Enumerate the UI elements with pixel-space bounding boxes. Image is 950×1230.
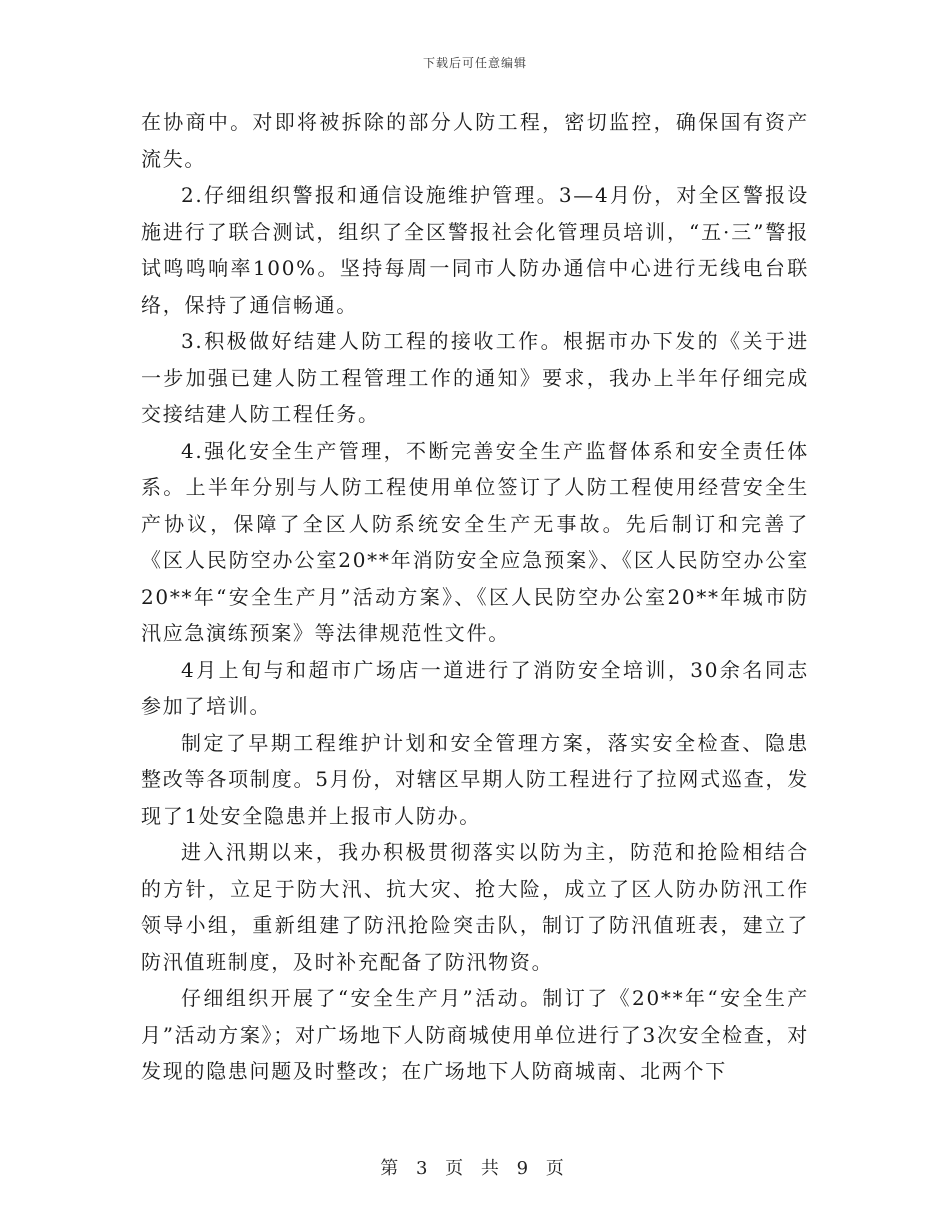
document-body [141, 104, 809, 1090]
paragraph-project-handover: 3.积极做好结建人防工程的接收工作。根据市办下发的《关于进一步加强已建人防工程管理工作的通知》要求，我办上半年仔细完成交接结建人防工程任务。 [141, 329, 809, 426]
paragraph-safety-month: 仔细组织开展了“安全生产月”活动。制订了《20**年“安全生产月”活动方案》；对广场地下人防商城使用单位进行了3次安全检查，对发现的隐患问题及时整改；在广场地下人防商城南、北两个下 [141, 986, 809, 1083]
paragraph-safety-management: 4.强化安全生产管理，不断完善安全生产监督体系和安全责任体系。上半年分别与人防工程使用单位签订了人防工程使用经营安全生产协议，保障了全区人防系统安全生产无事故。先后制订和完善了《区人民防空办公室20**年消防安全应急预案》、《区人民防空办公室20**年“安全生产月”活动方案》、《区人民防空办公室20**年城市防汛应急演练预案》等法律规范性文件。 [141, 438, 809, 645]
paragraph-alarm-communication: 2.仔细组织警报和通信设施维护管理。3—4月份，对全区警报设施进行了联合测试，组织了全区警报社会化管理员培训，“五·三”警报试鸣鸣响率100%。坚持每周一同市人防办通信中心进行无线电台联络，保持了通信畅通。 [141, 183, 809, 317]
page-header: 下载后可任意编辑 [422, 56, 527, 70]
paragraph-fire-training: 4月上旬与和超市广场店一道进行了消防安全培训，30余名同志参加了培训。 [141, 657, 809, 718]
paragraph-maintenance-plan: 制定了早期工程维护计划和安全管理方案，落实安全检查、隐患整改等各项制度。5月份，对辖区早期人防工程进行了拉网式巡查，发现了1处安全隐患并上报市人防办。 [141, 730, 809, 828]
page-number: 第 3 页 共 9 页 [380, 1158, 570, 1179]
paragraph-continuation: 在协商中。对即将被拆除的部分人防工程，密切监控，确保国有资产流失。 [141, 110, 809, 171]
paragraph-flood-season: 进入汛期以来，我办积极贯彻落实以防为主，防范和抢险相结合的方针，立足于防大汛、抗大灾、抢大险，成立了区人防办防汛工作领导小组，重新组建了防汛抢险突击队，制订了防汛值班表，建立了防汛值班制度，及时补充配备了防汛物资。 [141, 840, 809, 974]
